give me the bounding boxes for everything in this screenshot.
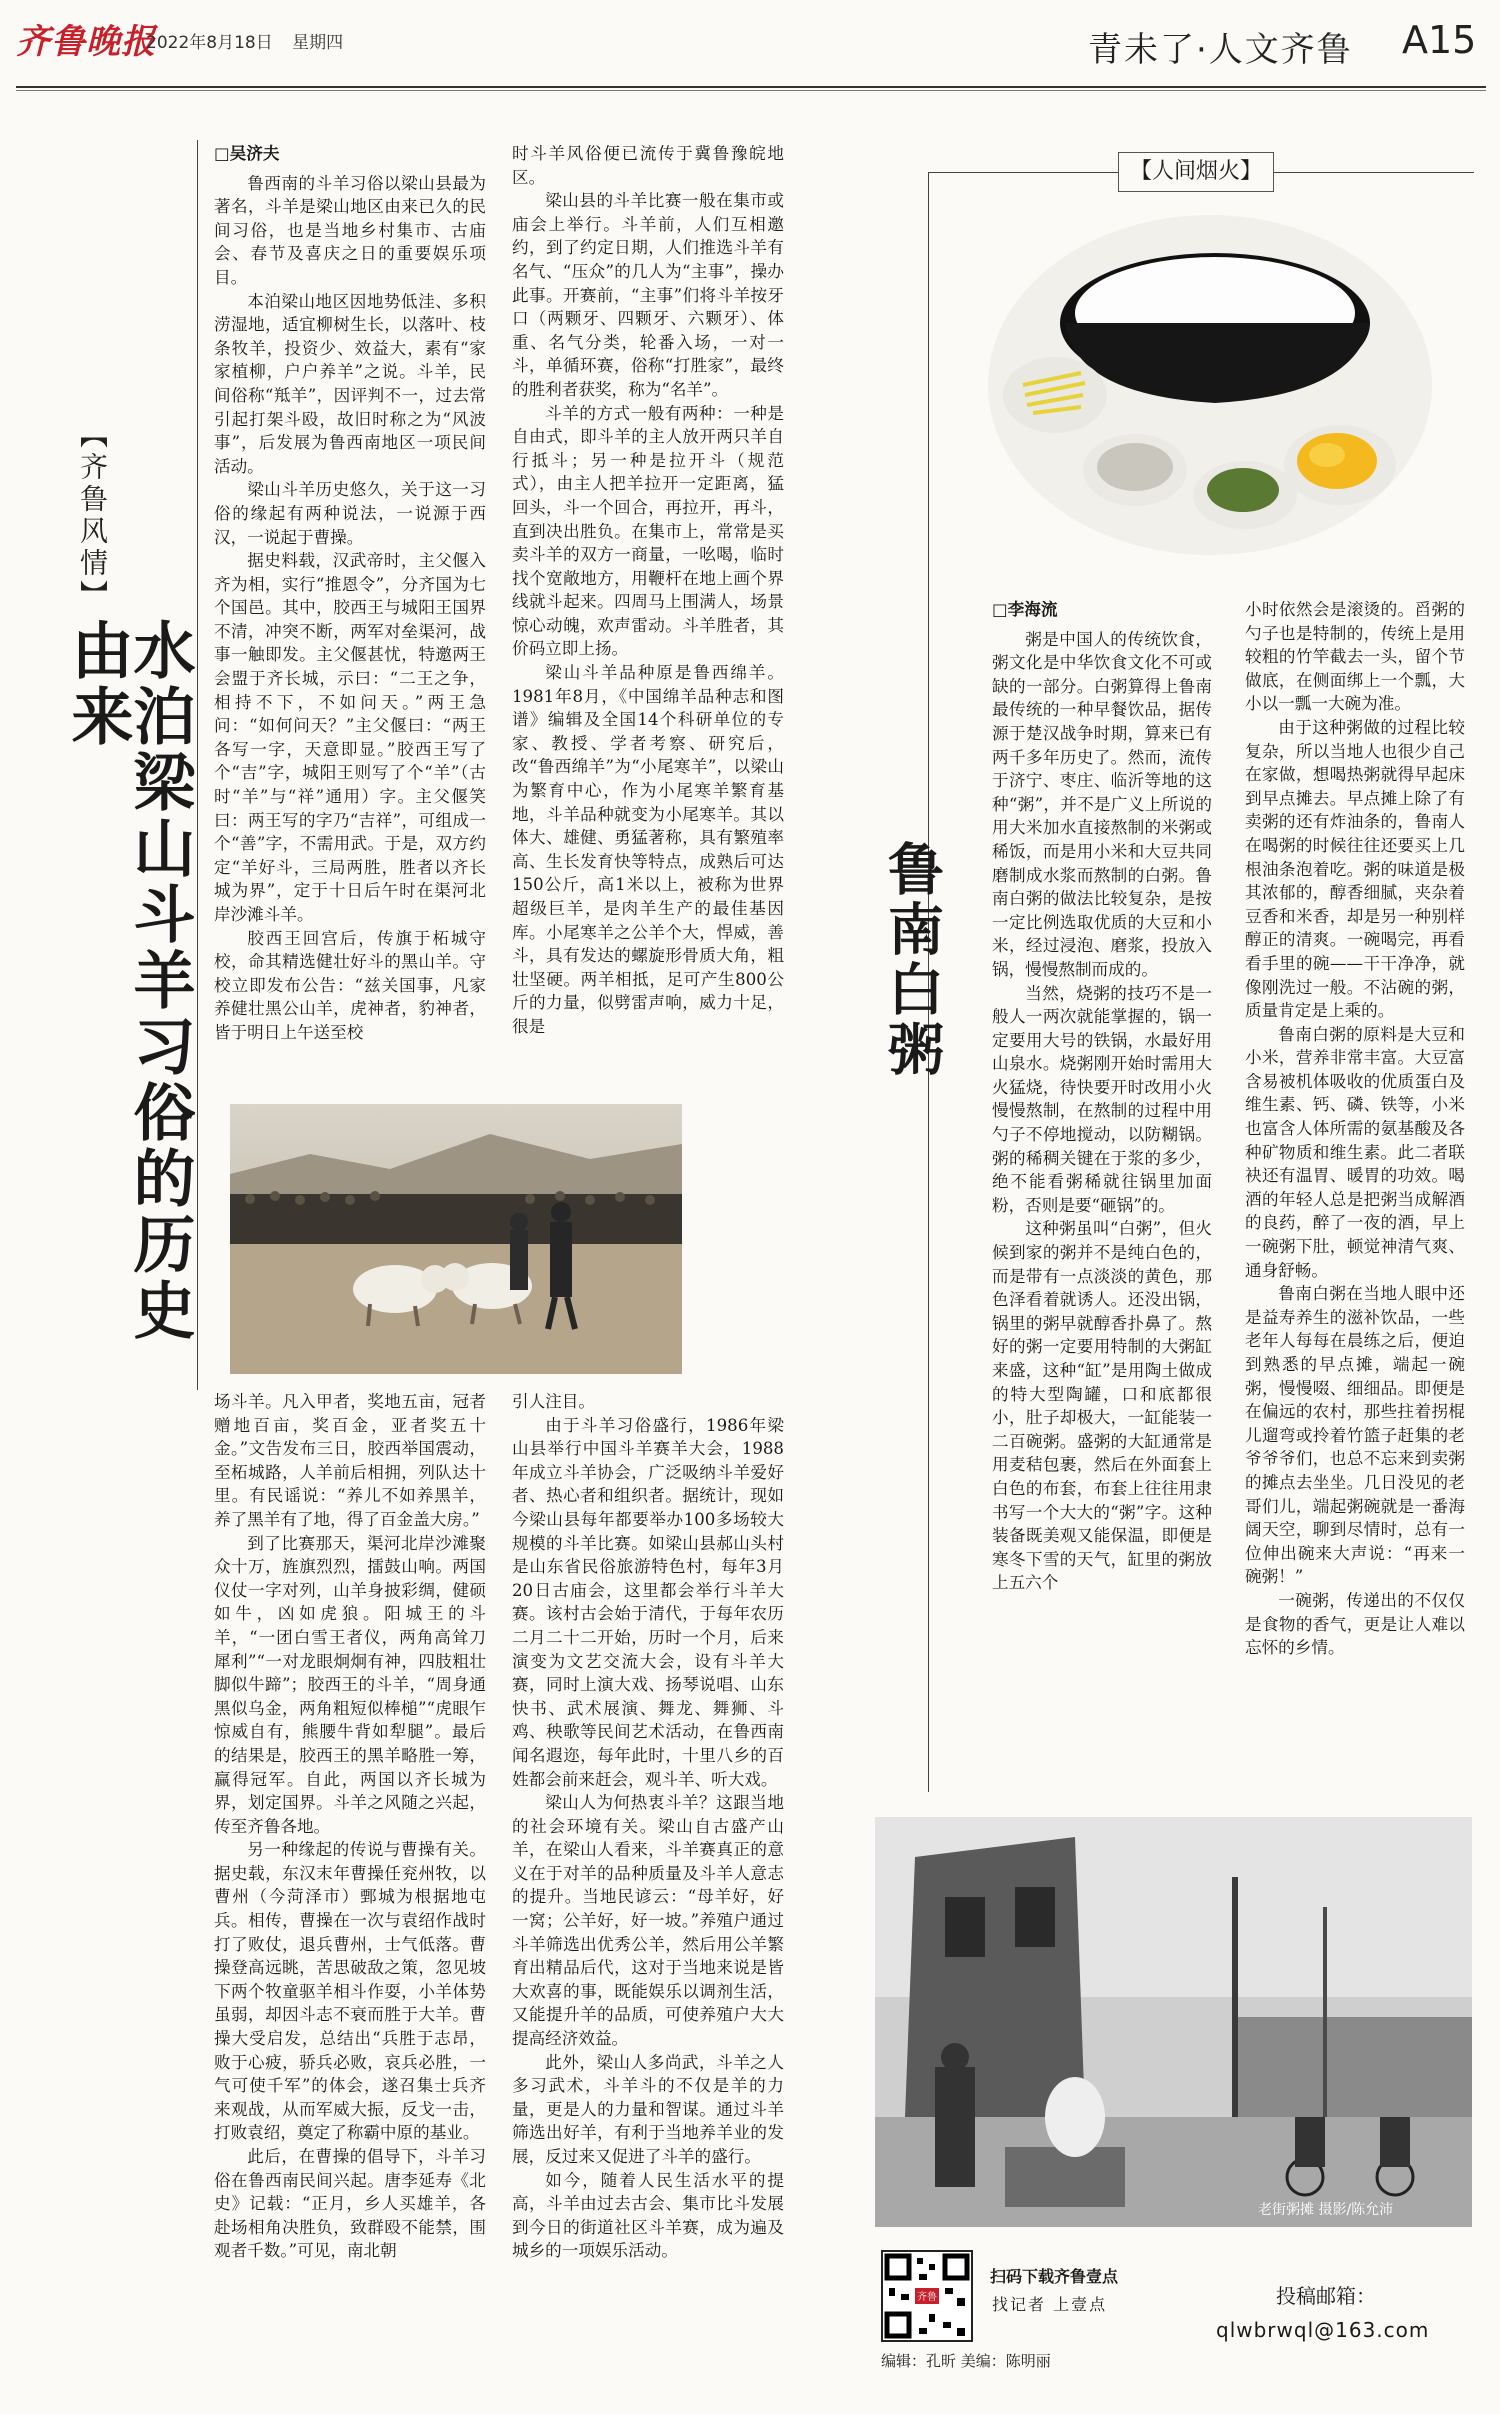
submission-email[interactable]: qlwbrwql@163.com [1216,2318,1430,2342]
email-label: 投稿邮箱： [1276,2284,1376,2308]
paragraph: 据史料载，汉武帝时，主父偃入齐为相，实行“推恩令”，分齐国为七个国邑。其中，胶西王与城阳王国界不清，冲突不断，两军对垒渠河，战事一触即发。主父偃甚忧，特邀两王会盟于齐长城，示曰：“二王之争，相持不下，不如问天。”两王急问：“如何问天？”主父偃曰：“两王各写一字，天意即显。”胶西王写了个“吉”字，城阳王则写了个“羊”（古时“羊”与“祥”通用）字。主父偃笑曰：两王写的字乃“吉祥”，可组成一个“善”字，不需用武。于是，双方约定“羊好斗，三局两胜，胜者以齐长城为界”，定于十日后午时在渠河北岸沙滩斗羊。 [214,551,486,924]
qr-code-icon [883,2252,971,2340]
article2-tag: 【人间烟火】 [1118,152,1274,192]
article1-byline: □吴济夫 [214,143,280,163]
paragraph: 一碗粥，传递出的不仅仅是食物的香气，更是让人难以忘怀的乡情。 [1245,1590,1465,1658]
article1-column-1 [214,142,486,1092]
paragraph: 胶西王回宫后，传旗于柘城守校，命其精选健壮好斗的黑山羊。守校立即发布公告：“兹关国事，凡家养健壮黑公山羊，虎神者，豹神者，皆于明日上午送至校 [214,928,486,1042]
newspaper-logo: 齐鲁晚报 [16,22,156,62]
header-rule [16,86,1486,88]
article1-title: 水泊梁山斗羊习俗的历史由来 [61,618,196,1344]
paragraph: 如今，随着人民生活水平的提高，斗羊由过去古会、集市比斗发展到今日的街道社区斗羊赛，成为遍及城乡的一项娱乐活动。 [512,2170,784,2261]
sheep-fight-illustration [230,1104,682,1374]
article2-column-2 [1245,598,1465,1798]
street-illustration [875,1817,1472,2227]
street-photo-caption: 老街粥摊 摄影/陈允沛 [1258,2202,1394,2218]
paragraph: 这种粥虽叫“白粥”，但火候到家的粥并不是纯白色的，而是带有一点淡淡的黄色，那色泽看着就诱人。还没出锅，锅里的粥早就醇香扑鼻了。熬好的粥一定要用特制的大粥缸来盛，这种“缸”是用陶土做成的特大型陶罐，口和底都很小，肚子却极大，一缸能装一二百碗粥。盛粥的大缸通常是用麦秸包裹，然后在外面套上白色的布套，布套上往往用隶书写一个大大的“粥”字。这种装备既美观又能保温，即便是寒冬下雪的天气，缸里的粥放上五六个 [992,1219,1212,1593]
paragraph: 场斗羊。凡入甲者，奖地五亩，冠者赠地百亩，奖百金，亚者奖五十金。”文告发布三日，胶西举国震动，至柘城路，人羊前后相拥，列队达十里。有民谣说：“养儿不如养黑羊，养了黑羊有了地，得了百金盖大房。” [214,1392,486,1529]
paragraph: 小时依然会是滚烫的。舀粥的勺子也是特制的，传统上是用较粗的竹竿截去一头，留个节做底，在侧面绑上一个瓢，大小以一瓢一大碗为准。 [1245,600,1465,714]
paragraph: 鲁西南的斗羊习俗以梁山县最为著名，斗羊是梁山地区由来已久的民间习俗，也是当地乡村集市、古庙会、春节及喜庆之日的重要娱乐项目。 [214,173,486,287]
paragraph: 粥是中国人的传统饮食，粥文化是中华饮食文化不可或缺的一部分。白粥算得上鲁南最传统的一种早餐饮品，据传源于楚汉战争时期，算来已有两千多年历史了。然而，流传于济宁、枣庄、临沂等地的这种“粥”，并不是广义上所说的用大米加水直接熬制的米粥或稀饭，而是用小米和大豆共同磨制成水浆而熬制的白粥。鲁南白粥的做法比较复杂，是按一定比例选取优质的大豆和小米，经过浸泡、磨浆，投放入锅，慢慢熬制而成的。 [992,629,1212,979]
article1-tag: 【齐鲁风情】 [76,420,109,612]
paragraph: 鲁南白粥的原料是大豆和小米，营养非常丰富。大豆富含易被机体吸收的优质蛋白及维生素、钙、磷、铁等，小米也富含人体所需的氨基酸及各种矿物质和维生素。此二者联袂还有温胃、暖胃的功效。喝酒的年轻人总是把粥当成解酒的良药，醉了一夜的酒，早上一碗粥下肚，顿觉神清气爽、通身舒畅。 [1245,1024,1465,1280]
paragraph: 梁山人为何热衷斗羊？这跟当地的社会环境有关。梁山自古盛产山羊，在梁山人看来，斗羊赛真正的意义在于对羊的品种质量及斗羊人意志的提升。当地民谚云：“母羊好，好一窝；公羊好，好一坡。”养殖户通过斗羊筛选出优秀公羊，然后用公羊繁育出精品后代，这对于当地来说是皆大欢喜的事，既能娱乐以调剂生活，又能提升羊的品质，可使养殖户大大提高经济效益。 [512,1793,784,2049]
section-title: 青未了·人文齐鲁 [1088,30,1353,70]
paragraph: 时斗羊风俗便已流传于冀鲁豫皖地区。 [512,144,784,187]
weekday-text: 星期四 [292,33,344,53]
paragraph: 引人注目。 [512,1392,595,1411]
paragraph: 当然，烧粥的技巧不是一般人一两次就能掌握的，锅一定要用大号的铁锅，水最好用山泉水。烧粥刚开始时需用大火猛烧，待快要开时改用小火慢慢熬制，在熬制的过程中用勺子不停地搅动，以防糊锅。粥的稀稠关键在于浆的多少，绝不能看粥稀就往锅里加面粉，否则是要“砸锅”的。 [992,983,1212,1215]
article2-title: 鲁南白粥 [879,840,945,1080]
paragraph: 由于斗羊习俗盛行，1986年梁山县举行中国斗羊赛羊大会，1988年成立斗羊协会，广泛吸纳斗羊爱好者、热心者和组织者。据统计，现如今梁山县每年都要举办100多场较大规模的斗羊比赛。如梁山县郝山头村是山东省民俗旅游特色村，每年3月20日古庙会，这里都会举行斗羊大赛。该村古会始于清代，于每年农历二月二十二开始，历时一个月，后来演变为文艺交流大会，设有斗羊大赛，同时上演大戏、扬琴说唱、山东快书、武术展演、舞龙、舞狮、斗鸡、秧歌等民间艺术活动，在鲁西南闻名遐迩，每年此时，十里八乡的百姓都会前来赶会，观斗羊、听大戏。 [512,1415,784,1789]
date-text: 2022年8月18日 [146,33,273,53]
header-rule-thin [16,90,1486,91]
paragraph: 梁山县的斗羊比赛一般在集市或庙会上举行。斗羊前，人们互相邀约，到了约定日期，人们推选斗羊有名气、“压众”的几人为“主事”，操办此事。开赛前，“主事”们将斗羊按牙口（两颗牙、四颗牙、六颗牙）、体重、名气分类，轮番入场，一对一斗，单循环赛，俗称“打胜家”，最终的胜利者获奖，称为“名羊”。 [512,191,784,399]
paragraph: 梁山斗羊品种原是鲁西绵羊。1981年8月，《中国绵羊品种志和图谱》编辑及全国14个科研单位的专家、教授、学者考察、研究后，改“鲁西绵羊”为“小尾寒羊”，以梁山为繁育中心，作为小尾寒羊繁育基地，斗羊品种就变为小尾寒羊。其以体大、雄健、勇猛著称，具有繁殖率高、生长发育快等特点，成熟后可达150公斤，高1米以上，被称为世界超级巨羊，是肉羊生产的最佳基因库。小尾寒羊之公羊个大，悍威，善斗，具有发达的螺旋形骨质大角，粗壮坚硬。两羊相抵，足可产生800公斤的力量，似劈雷声响，威力十足，很是 [512,663,784,1036]
street-photo [875,1817,1472,2227]
article1-column-4 [512,1390,784,2400]
sheep-fight-photo [230,1104,682,1374]
paragraph: 由于这种粥做的过程比较复杂，所以当地人也很少自己在家做，想喝热粥就得早起床到早点摊去。早点摊上除了有卖粥的还有炸油条的，鲁南人在喝粥的时候往往还要买上几根油条泡着吃。粥的味道是极其浓郁的，醇香细腻，夹杂着豆香和米香，却是另一种别样醇正的清爽。一碗喝完，再看看手里的碗——干干净净，就像刚洗过一般。不沾碗的粥，质量肯定是上乘的。 [1245,717,1465,1021]
qr-logo-text: 齐鲁 [917,2292,937,2303]
page-number: A15 [1402,18,1477,62]
paragraph: 鲁南白粥在当地人眼中还是益寿养生的滋补饮品，一些老年人每每在晨练之后，便迫到熟悉的早点摊，端起一碗粥，慢慢啜、细细品。即便是在偏远的农村，那些拄着拐棍儿遛弯或拎着竹篮子赶集的老爷爷爷们，也总不忘来到卖粥的摊点去坐坐。几日没见的老哥们儿，端起粥碗就是一番海阔天空，聊到尽情时，总有一位伸出碗来大声说：“再来一碗粥！” [1245,1284,1465,1587]
article2-byline: □李海流 [992,599,1058,619]
qr-code[interactable] [881,2250,973,2342]
article2-top-rule-left [928,172,1118,173]
article2-column-1 [992,598,1212,1798]
issue-date [146,28,343,53]
editor-credit: 编辑：孔昕 美编：陈明丽 [881,2352,1051,2370]
paragraph: 梁山斗羊历史悠久，关于这一习俗的缘起有两种说法，一说源于西汉，一说起于曹操。 [214,480,486,547]
porridge-photo [985,205,1435,560]
scan-sub-text: 找记者 上壹点 [992,2295,1108,2314]
paragraph: 斗羊的方式一般有两种：一种是自由式，即斗羊的主人放开两只羊自行抵斗；另一种是拉开斗（规范式），由主人把羊拉开一定距离，猛回头，斗一个回合，再拉开，再斗，直到决出胜负。在集市上，常常是买卖斗羊的双方一商量，一吆喝，临时找个宽敞地方，用鞭杆在地上画个界线就斗起来。四周马上围满人，场景惊心动魄，欢声雷动。斗羊胜者，其价码立即上扬。 [512,403,784,659]
paragraph: 此外，梁山人多尚武，斗羊之人多习武术，斗羊斗的不仅是羊的力量，更是人的力量和智谋。通过斗羊筛选出好羊，有利于当地养羊业的发展，反过来又促进了斗羊的盛行。 [512,2052,784,2166]
porridge-illustration [985,205,1435,560]
article1-column-3 [214,1390,486,2400]
paragraph: 此后，在曹操的倡导下，斗羊习俗在鲁西南民间兴起。唐李延寿《北史》记载：“正月，乡人买雄羊，各赴场相角决胜负，致群殴不能禁，围观者千数。”可见，南北朝 [214,2147,486,2261]
paragraph: 本泊梁山地区因地势低洼、多积涝湿地，适宜柳树生长，以落叶、枝条牧羊，投资少、效益大，素有“家家植柳，户户养羊”之说。斗羊，民间俗称“羝羊”，因评判不一，过去常引起打架斗殴，故旧时称之为“风波事”，后发展为鲁西南地区一项民间活动。 [214,291,486,476]
paragraph: 到了比赛那天，渠河北岸沙滩聚众十万，旌旗烈烈，擂鼓山响。两国仪仗一字对列，山羊身披彩绸，健硕如牛，凶如虎狼。阳城王的斗羊，“一团白雪王者仪，两角高耸刀犀利”“一对龙眼炯炯有神，四肢粗壮脚似牛蹄”；胶西王的斗羊，“周身通黑似乌金，两角粗短似棒槌”“虎眼乍惊威自有，熊腰牛背如犁腿”。最后的结果是，胶西王的黑羊略胜一筹，赢得冠军。自此，两国以齐长城为界，划定国界。斗羊之风随之兴起，传至齐鲁各地。 [214,1533,486,1836]
article1-left-rule [197,140,198,1390]
paragraph: 另一种缘起的传说与曹操有关。据史载，东汉末年曹操任兖州牧，以曹州（今菏泽市）鄄城为根据地屯兵。相传，曹操在一次与袁绍作战时打了败仗，退兵曹州，士气低落。曹操登高远眺，苦思破敌之策，忽见坡下两个牧童驱羊相斗作耍，小羊体势虽弱，却因斗志不衰而胜于大羊。曹操大受启发，总结出“兵胜于志昂，败于心疲，骄兵必败，哀兵必胜，一气可使千军”的体会，遂召集士兵齐来观战，从而军威大振，反戈一击，打败袁绍，奠定了称霸中原的基业。 [214,1840,486,2143]
article1-column-2 [512,142,784,1092]
article2-top-rule-right [1274,172,1474,173]
scan-download-text: 扫码下载齐鲁壹点 [990,2267,1119,2286]
